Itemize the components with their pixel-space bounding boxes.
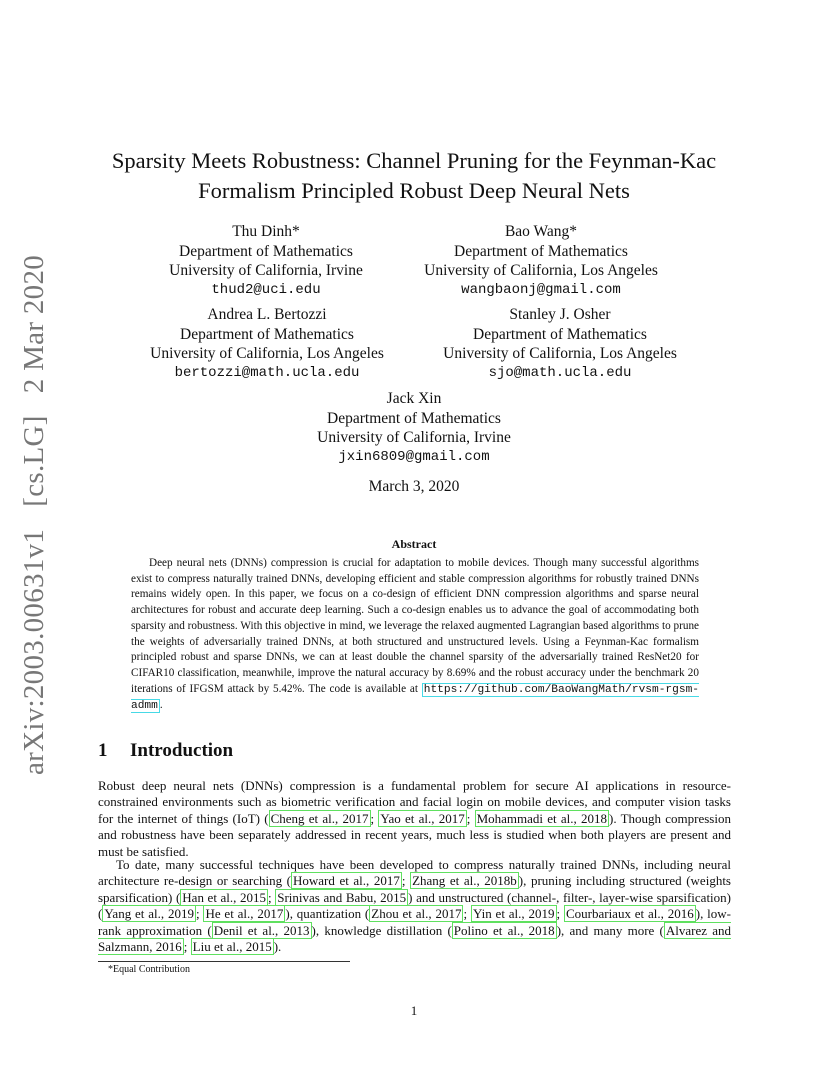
paragraph-text: Robust deep neural nets (DNNs) compression is a fundamental problem for secure AI applications in resource-constrained environments such as biometric verification and facial login on mobile devices, and computer vision tasks for the internet of things (IoT) ( <box>98 778 731 826</box>
section-heading <box>98 740 233 762</box>
arxiv-category: [cs.LG] <box>17 415 50 507</box>
paragraph-text: ), pruning including structured (weights sparsification) ( <box>98 873 731 905</box>
arxiv-identifier-stamp <box>12 255 56 775</box>
citation-link[interactable]: Yao et al., 2017 <box>380 810 465 826</box>
section-title: Introduction <box>130 740 234 761</box>
author-name: Bao Wang* <box>504 223 578 240</box>
citation-separator: ; <box>463 906 471 922</box>
author-block-4 <box>425 305 695 383</box>
intro-paragraph-1 <box>98 778 731 860</box>
citation-separator: ; <box>556 906 564 922</box>
citation-link[interactable]: Srinivas and Babu, 2015 <box>277 889 407 905</box>
author-email[interactable]: wangbaonj@gmail.com <box>461 281 621 298</box>
author-department: Department of Mathematics <box>327 409 501 427</box>
author-email[interactable]: thud2@uci.edu <box>211 281 321 298</box>
author-email[interactable]: jxin6809@gmail.com <box>338 448 490 465</box>
citation-link[interactable]: He et al., 2017 <box>205 906 284 922</box>
citation-link[interactable]: Denil et al., 2013 <box>213 922 310 938</box>
citation-link[interactable]: Zhang et al., 2018b <box>412 873 517 889</box>
paragraph-text: ), quantization ( <box>285 906 370 922</box>
citation-separator: ; <box>370 810 379 826</box>
abstract-heading: Abstract <box>391 537 437 551</box>
paragraph-text: ). <box>273 939 282 955</box>
code-repository-link[interactable]: https://github.com/BaoWangMath/rvsm-rgsm-admm <box>131 683 699 713</box>
abstract-text: Deep neural nets (DNNs) compression is crucial for adaptation to mobile devices. Though many successful algorithms exist to compress naturally trained DNNs, developing efficient and stable compression algorithms for robustly trained DNNs remains widely open. In this paper, we focus on a co-design of efficient DNN compression algorithms and sparse neural architectures for robust and accurate deep learning. Such a co-design enables us to advance the goal of accommodating both sparsity and robustness. With this objective in mind, we leverage the relaxed augmented Lagrangian based algorithms to prune the weights of adversarially trained DNNs, at both structured and unstructured levels. Using a Feynman-Kac formalism principled robust and sparse DNNs, we can at least double the channel sparsity of the adversarially trained ResNet20 for CIFAR10 classification, meanwhile, improve the natural accuracy by 8.69% and the robust accuracy under the benchmark 20 iterations of IFGSM attack by 5.42%. The code is available at <box>131 557 699 695</box>
citation-link[interactable]: Alvarez and Salzmann, 2016 <box>98 922 732 955</box>
citation-link[interactable]: Han et al., 2015 <box>182 889 267 905</box>
citation-link[interactable]: Zhou et al., 2017 <box>371 906 462 922</box>
publication-date: March 3, 2020 <box>368 478 460 495</box>
author-department: Department of Mathematics <box>179 242 353 260</box>
author-department: Department of Mathematics <box>473 325 647 343</box>
paper-title <box>60 146 768 206</box>
citation-separator: ; <box>268 889 276 905</box>
author-email[interactable]: sjo@math.ucla.edu <box>488 364 632 381</box>
paragraph-text: ), knowledge distillation ( <box>311 922 452 938</box>
citation-separator: ; <box>466 810 475 826</box>
citation-separator: ; <box>195 906 204 922</box>
author-block-5 <box>278 389 550 467</box>
author-block-1 <box>150 222 382 300</box>
arxiv-id: arXiv:2003.00631v1 <box>17 528 50 775</box>
author-department: Department of Mathematics <box>454 242 628 260</box>
citation-link[interactable]: Yin et al., 2019 <box>472 906 555 922</box>
paragraph-text: ), low-rank approximation ( <box>98 906 731 938</box>
page-number: 1 <box>410 1003 418 1018</box>
author-affiliation: University of California, Los Angeles <box>443 345 677 362</box>
author-name: Jack Xin <box>386 390 442 407</box>
author-affiliation: University of California, Irvine <box>317 429 511 446</box>
citation-link[interactable]: Liu et al., 2015 <box>192 939 272 955</box>
author-affiliation: University of California, Los Angeles <box>424 262 658 279</box>
paragraph-text: ), and many more ( <box>556 922 664 938</box>
citation-link[interactable]: Polino et al., 2018 <box>453 922 555 938</box>
author-name: Andrea L. Bertozzi <box>207 306 327 323</box>
author-affiliation: University of California, Irvine <box>169 262 363 279</box>
arxiv-date: 2 Mar 2020 <box>17 254 50 394</box>
author-name: Thu Dinh* <box>232 223 300 240</box>
citation-link[interactable]: Yang et al., 2019 <box>104 906 194 922</box>
author-department: Department of Mathematics <box>180 325 354 343</box>
paragraph-text: ). Though compression and robustness have been separately addressed in recent years, much less is studied when both players are present and must be satisfied. <box>98 810 731 859</box>
author-affiliation: University of California, Los Angeles <box>150 345 384 362</box>
intro-paragraph-2 <box>98 857 731 955</box>
abstract-body <box>131 556 699 715</box>
abstract-end: . <box>159 699 163 712</box>
citation-separator: ; <box>183 939 191 955</box>
footnote: *Equal Contribution <box>108 964 190 975</box>
paper-title-line-1: Sparsity Meets Robustness: Channel Pruning for the Feynman-Kac <box>111 148 717 173</box>
author-block-2 <box>406 222 676 300</box>
citation-separator: ; <box>401 873 411 889</box>
paragraph-text: ) and unstructured (channel-, filter-, layer-wise sparsification) ( <box>98 889 731 922</box>
author-name: Stanley J. Osher <box>509 306 611 323</box>
footnote-divider <box>98 961 350 962</box>
paper-title-line-2: Formalism Principled Robust Deep Neural Nets <box>198 178 630 203</box>
author-email[interactable]: bertozzi@math.ucla.edu <box>174 364 360 381</box>
author-block-3 <box>132 305 402 383</box>
citation-link[interactable]: Howard et al., 2017 <box>293 873 400 889</box>
citation-link[interactable]: Cheng et al., 2017 <box>270 810 369 826</box>
section-number: 1 <box>98 740 108 761</box>
paragraph-text: To date, many successful techniques have been developed to compress naturally trained DNNs, including neural architecture re-design or searching ( <box>98 857 731 889</box>
citation-link[interactable]: Courbariaux et al., 2016 <box>565 906 694 922</box>
citation-link[interactable]: Mohammadi et al., 2018 <box>476 810 607 826</box>
